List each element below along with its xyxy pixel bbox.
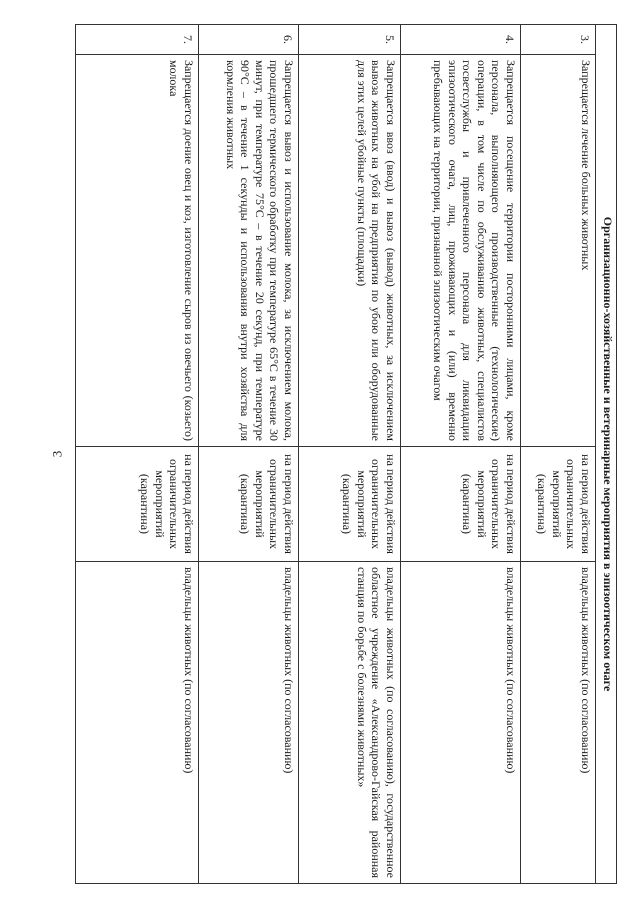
measure-text: Запрещается посещение территории посторонними лицами, кроме персонала, выполняющего производственные (технологические) операции, в том числе по обслуживанию животных, специалистов госветслужбы и привлеченного персонала для ликвидации эпизоотического очага, лиц, проживающих и (или) временно пребывающих на территории, признанной эпизоотическим очагом — [401, 55, 521, 447]
table-row — [401, 25, 521, 884]
page-number: 3 — [49, 450, 65, 458]
responsible-text: владельцы животных (по согласованию) — [521, 562, 596, 884]
table-row — [299, 25, 401, 884]
row-number: 7. — [76, 25, 199, 55]
period-text: на период действия ограничительных мероприятий (карантина) — [401, 447, 521, 562]
table-row — [199, 25, 299, 884]
section-header-row — [596, 25, 617, 884]
measure-text: Запрещается лечение больных животных — [521, 55, 596, 447]
responsible-text: владельцы животных (по согласованию) — [199, 562, 299, 884]
period-text: на период действия ограничительных мероприятий (карантина) — [76, 447, 199, 562]
responsible-text: владельцы животных (по согласованию) — [76, 562, 199, 884]
measure-text: Запрещается вывоз и использование молока, за исключением молока, прошедшего термического обработку при температуре 65°С в течение 30 минут, при температуре 75°С – в течение 20 секунд, при температуре 90°С – в течение 1 секунды и использования внутри хозяйства для кормления животных — [199, 55, 299, 447]
rotated-page — [75, 24, 617, 883]
row-number: 5. — [299, 25, 401, 55]
measures-table — [75, 24, 617, 884]
row-number: 3. — [521, 25, 596, 55]
row-number: 6. — [199, 25, 299, 55]
responsible-text: владельцы животных (по согласованию) — [401, 562, 521, 884]
measure-text: Запрещается ввоз (ввод) и вывоз (вывод) животных, за исключением вывоза животных на убой на предприятия по убою или оборудованные для этих целей убойные пункты (площадки) — [299, 55, 401, 447]
measure-text: Запрещается доение овец и коз, изготовление сыров из овечьего (козьего) молока — [76, 55, 199, 447]
period-text: на период действия ограничительных мероприятий (карантина) — [299, 447, 401, 562]
row-number: 4. — [401, 25, 521, 55]
period-text: на период действия ограничительных мероприятий (карантина) — [199, 447, 299, 562]
period-text: на период действия ограничительных мероприятий (карантина) — [521, 447, 596, 562]
section-title: Организационно-хозяйственные и ветеринарные мероприятия в эпизоотическом очаге — [596, 25, 617, 884]
table-row — [76, 25, 199, 884]
responsible-text: владельцы животных (по согласованию), государственное областное учреждение «Александрово-Гайская районная станция по борьбе с болезнями животных» — [299, 562, 401, 884]
table-row — [521, 25, 596, 884]
